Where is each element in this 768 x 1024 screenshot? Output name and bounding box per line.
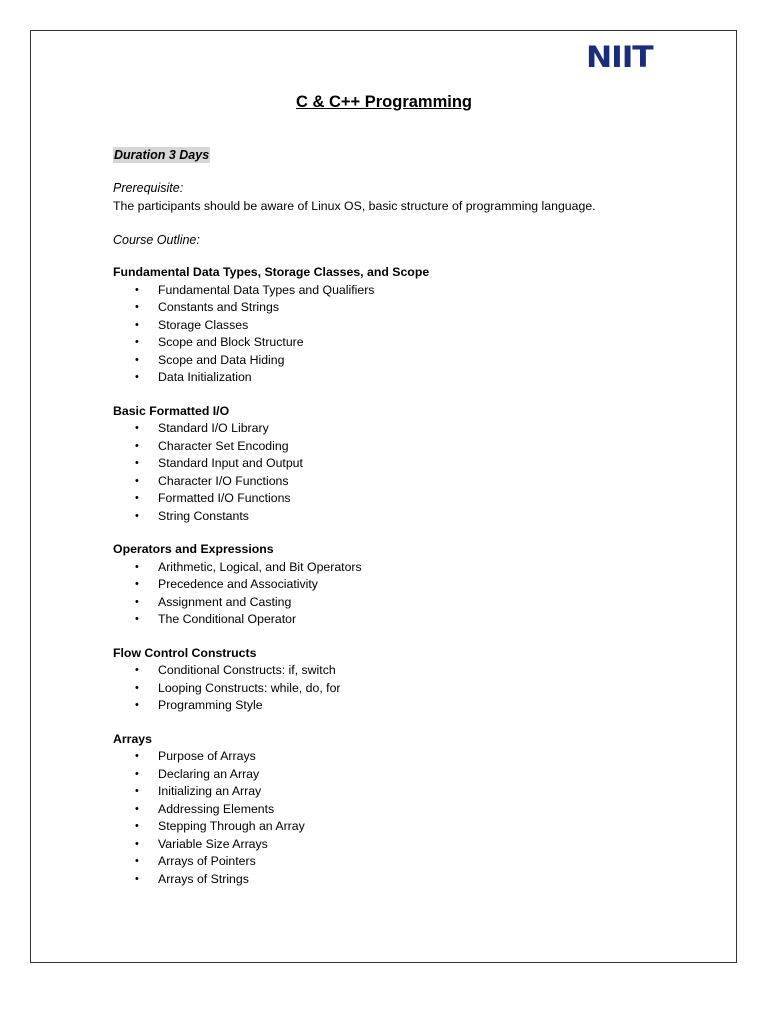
list-item-text: Constants and Strings — [158, 300, 279, 314]
list-item-text: Arrays of Strings — [158, 871, 249, 886]
list-item — [113, 455, 713, 473]
list-item — [113, 853, 713, 871]
bullet-icon: • — [135, 785, 139, 797]
bullet-icon: • — [135, 750, 139, 762]
list-item-text: The Conditional Operator — [158, 612, 297, 626]
list-item — [113, 299, 713, 317]
list-item — [113, 559, 713, 577]
niit-logo: NIIT — [586, 40, 653, 74]
list-item — [113, 680, 713, 698]
list-item — [113, 801, 713, 819]
bullet-icon: • — [135, 681, 139, 694]
list-item — [113, 662, 713, 680]
list-item — [113, 438, 713, 456]
bullet-icon: • — [135, 318, 139, 331]
bullet-icon: • — [135, 820, 139, 832]
bullet-icon: • — [135, 664, 139, 676]
bullet-icon: • — [135, 837, 139, 850]
course-outline-heading: Course Outline: — [113, 233, 200, 247]
bullet-icon: • — [135, 595, 139, 608]
section-item-list — [113, 282, 713, 387]
list-item — [113, 420, 713, 438]
list-item-text: Declaring an Array — [158, 766, 260, 781]
list-item-text: Scope and Data Hiding — [158, 352, 285, 367]
list-item-text: Purpose of Arrays — [158, 749, 256, 763]
list-item — [113, 576, 713, 594]
list-item-text: Addressing Elements — [158, 801, 275, 816]
bullet-icon: • — [135, 371, 139, 383]
list-item-text: Assignment and Casting — [158, 594, 292, 609]
outline-section — [113, 541, 713, 629]
list-item-text: Scope and Block Structure — [158, 335, 304, 349]
list-item — [113, 748, 713, 766]
list-item-text: Arrays of Pointers — [158, 854, 256, 868]
list-item — [113, 871, 713, 889]
bullet-icon: • — [135, 492, 139, 504]
document-title: C & C++ Programming — [295, 93, 473, 111]
bullet-icon: • — [135, 872, 139, 885]
list-item — [113, 818, 713, 836]
bullet-icon: • — [135, 422, 139, 434]
list-item — [113, 352, 713, 370]
section-item-list — [113, 420, 713, 525]
bullet-icon: • — [135, 802, 139, 815]
list-item — [113, 334, 713, 352]
list-item-text: Standard Input and Output — [158, 456, 303, 470]
bullet-icon: • — [135, 283, 139, 296]
outline-section — [113, 731, 713, 889]
section-heading: Flow Control Constructs — [113, 645, 257, 660]
section-item-list — [113, 748, 713, 888]
list-item — [113, 697, 713, 715]
outline-section — [113, 264, 713, 387]
prerequisite-heading: Prerequisite: — [113, 181, 184, 195]
bullet-icon: • — [135, 439, 139, 452]
list-item-text: Stepping Through an Array — [158, 819, 305, 833]
list-item — [113, 490, 713, 508]
section-heading: Arrays — [113, 731, 152, 746]
list-item-text: Character Set Encoding — [158, 438, 289, 453]
list-item-text: Initializing an Array — [158, 784, 262, 798]
list-item-text: Formatted I/O Functions — [158, 491, 291, 505]
list-item — [113, 369, 713, 387]
list-item-text: String Constants — [158, 508, 249, 523]
bullet-icon: • — [135, 560, 139, 573]
list-item-text: Precedence and Associativity — [158, 577, 318, 591]
list-item-text: Storage Classes — [158, 317, 249, 332]
list-item-text: Looping Constructs: while, do, for — [158, 680, 341, 695]
list-item-text: Conditional Constructs: if, switch — [158, 663, 336, 677]
section-heading: Basic Formatted I/O — [113, 403, 230, 418]
list-item-text: Character I/O Functions — [158, 473, 289, 488]
list-item — [113, 783, 713, 801]
list-item — [113, 317, 713, 335]
list-item — [113, 766, 713, 784]
bullet-icon: • — [135, 336, 139, 348]
course-sections — [113, 264, 713, 904]
list-item — [113, 508, 713, 526]
bullet-icon: • — [135, 767, 139, 780]
outline-section — [113, 645, 713, 715]
section-heading: Operators and Expressions — [113, 542, 274, 556]
bullet-icon: • — [135, 699, 139, 711]
duration-label: Duration 3 Days — [114, 148, 210, 162]
list-item-text: Fundamental Data Types and Qualifiers — [158, 282, 375, 297]
prerequisite-text: The participants should be aware of Linux OS, basic structure of programming language. — [113, 199, 596, 213]
list-item-text: Standard I/O Library — [158, 421, 269, 435]
list-item — [113, 594, 713, 612]
bullet-icon: • — [135, 855, 139, 867]
bullet-icon: • — [135, 301, 139, 313]
list-item — [113, 473, 713, 491]
bullet-icon: • — [135, 613, 139, 625]
bullet-icon: • — [135, 457, 139, 469]
section-item-list — [113, 662, 713, 715]
list-item-text: Arithmetic, Logical, and Bit Operators — [158, 559, 362, 574]
list-item-text: Variable Size Arrays — [158, 836, 268, 851]
bullet-icon: • — [135, 353, 139, 366]
section-item-list — [113, 559, 713, 629]
bullet-icon: • — [135, 509, 139, 522]
list-item-text: Programming Style — [158, 698, 263, 712]
outline-section — [113, 403, 713, 526]
bullet-icon: • — [135, 474, 139, 487]
list-item — [113, 836, 713, 854]
section-heading: Fundamental Data Types, Storage Classes, and Scope — [113, 265, 430, 279]
bullet-icon: • — [135, 578, 139, 590]
list-item — [113, 611, 713, 629]
list-item — [113, 282, 713, 300]
list-item-text: Data Initialization — [158, 370, 252, 384]
